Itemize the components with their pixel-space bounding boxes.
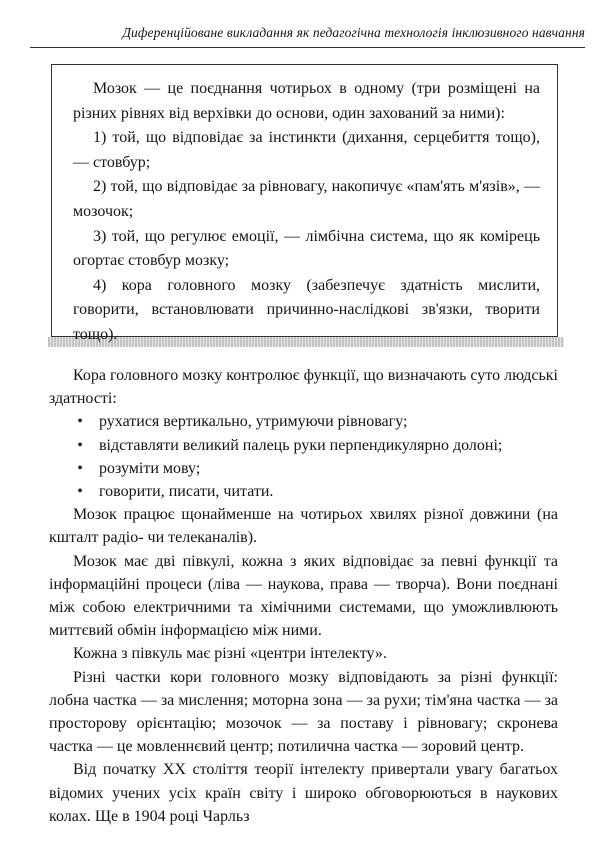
bullet-icon: •: [77, 459, 83, 477]
info-box-text: [73, 77, 540, 348]
list-item: [49, 434, 558, 457]
list-item-text: говорити, писати, читати.: [99, 483, 274, 501]
list-item: [49, 480, 558, 503]
list-item-text: відставляти великий палець руки перпендикулярно долоні;: [99, 436, 503, 454]
list-item: [49, 410, 558, 433]
bullet-icon: •: [77, 436, 83, 454]
paragraph-cortex: Кора головного мозку контролює функції, що визначають суто людські здатності:: [49, 367, 558, 408]
paragraph-lobes: Різні частки кори головного мозку відповідають за різні функції: лобна частка — за мислення; моторна зона — за рухи; тім'яна частка — за просторову орієнтацію; мозочок — за поставу і рівновагу; скронева частка — це мовленнєвий центр; потилична частка — зоровий центр.: [49, 668, 558, 756]
paragraph-hemispheres: Мозок має дві півкулі, кожна з яких відповідає за певні функції та інформаційні процеси (ліва — наукова, права — творча). Вони поєднані між собою електричними та хімічними системами, що уможливлюють миттєвий обмін інформацією між ними.: [49, 552, 558, 640]
box-item-3: 3) той, що регулює емоції, — лімбічна система, що як комірець огортає стовбур мозку;: [73, 227, 540, 270]
paragraph-theories: Від початку XX століття теорії інтелекту привертали увагу багатьох відомих учених усіх країн світу і широко обговорюються в наукових колах. Ще в 1904 році Чарльз: [49, 761, 558, 825]
list-item-text: рухатися вертикально, утримуючи рівновагу;: [99, 413, 408, 431]
paragraph-intellect-centers: Кожна з півкуль має різні «центри інтелекту».: [73, 645, 387, 663]
box-item-4: 4) кора головного мозку (забезпечує здатність мислити, говорити, встановлювати причинно-наслідкові зв'язки, творити тощо).: [73, 276, 540, 343]
bullet-icon: •: [77, 413, 83, 431]
bullet-icon: •: [77, 483, 83, 501]
box-item-2: 2) той, що відповідає за рівновагу, накопичує «пам'ять м'язів», — мозочок;: [73, 178, 540, 220]
main-text: [49, 364, 558, 828]
running-head: Диференційоване викладання як педагогічна технологія інклюзивного навчання: [30, 24, 585, 48]
paragraph-waves: Мозок працює щонайменше на чотирьох хвилях різної довжини (на кшталт радіо- чи телеканалів).: [49, 506, 558, 547]
bullet-list: [49, 410, 558, 503]
list-item-text: розуміти мову;: [99, 459, 201, 477]
box-item-1: 1) той, що відповідає за інстинкти (дихання, серцебиття тощо), — стовбур;: [73, 129, 540, 171]
list-item: [49, 457, 558, 480]
box-intro: Мозок — це поєднання чотирьох в одному (три розміщені на різних рівнях від верхівки до основи, один захований за ними):: [73, 80, 540, 122]
